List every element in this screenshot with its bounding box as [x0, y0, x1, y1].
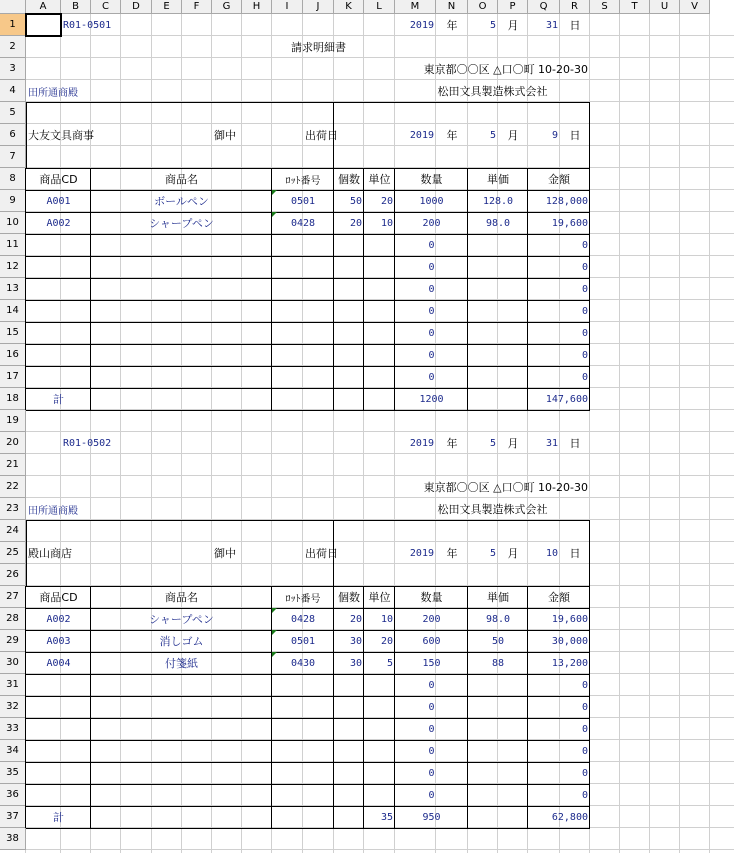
column-header[interactable]: F — [182, 0, 212, 14]
company-name[interactable]: 松田文具製造株式会社 — [437, 503, 548, 516]
quantity-cell[interactable]: 200 — [422, 613, 441, 625]
product-name[interactable] — [91, 674, 272, 696]
quantity-cell[interactable]: 1000 — [419, 195, 444, 207]
row-header[interactable]: 12 — [0, 256, 26, 278]
product-code[interactable] — [26, 234, 91, 256]
table-header[interactable]: 商品名 — [165, 173, 198, 186]
row-header[interactable]: 31 — [0, 674, 26, 696]
amount-cell[interactable]: 19,600 — [551, 217, 588, 229]
border-line — [26, 828, 590, 829]
lot-number[interactable]: 0430 — [290, 657, 316, 669]
count-cell[interactable] — [334, 696, 364, 718]
price-cell[interactable] — [468, 674, 528, 696]
product-name[interactable]: シャープペン — [149, 613, 214, 626]
table-header[interactable]: ﾛｯﾄ番号 — [285, 593, 321, 605]
unit-cell[interactable] — [364, 256, 395, 278]
ship-year-label[interactable]: 年 — [446, 129, 458, 142]
count-cell[interactable] — [334, 322, 364, 344]
table-header[interactable]: 個数 — [338, 591, 360, 604]
customer-name[interactable]: 殿山商店 — [28, 547, 72, 560]
row-header[interactable]: 17 — [0, 366, 26, 388]
unit-cell[interactable]: 20 — [380, 195, 393, 207]
product-code[interactable] — [26, 718, 91, 740]
table-header[interactable]: 数量 — [420, 591, 443, 604]
unit-cell[interactable] — [364, 278, 395, 300]
total-label[interactable]: 計 — [53, 393, 64, 406]
row-header[interactable]: 38 — [0, 828, 26, 850]
quantity-cell[interactable]: 200 — [422, 217, 441, 229]
lot-number[interactable] — [272, 344, 334, 366]
border-line — [26, 520, 590, 521]
quantity-cell[interactable]: 0 — [428, 745, 435, 757]
gridline-vertical — [709, 14, 710, 853]
price-cell[interactable] — [468, 762, 528, 784]
product-name[interactable] — [91, 234, 272, 256]
invoice-year[interactable]: 2019 — [409, 19, 434, 31]
product-code[interactable] — [26, 278, 91, 300]
invoice-code[interactable]: R01-0501 — [63, 19, 112, 31]
unit-cell[interactable] — [364, 674, 395, 696]
quantity-cell[interactable]: 0 — [428, 371, 435, 383]
amount-cell[interactable]: 0 — [581, 767, 588, 779]
lot-error-indicator — [272, 212, 277, 217]
row-header[interactable]: 25 — [0, 542, 26, 564]
year-label[interactable]: 年 — [446, 437, 458, 450]
row-header[interactable]: 34 — [0, 740, 26, 762]
month-label[interactable]: 月 — [507, 19, 519, 32]
amount-cell[interactable]: 128,000 — [545, 195, 588, 207]
ship-date-label[interactable]: 出荷日 — [305, 547, 338, 560]
row-header[interactable]: 19 — [0, 410, 26, 432]
ship-day-label[interactable]: 日 — [569, 547, 581, 560]
ship-day-label[interactable]: 日 — [569, 129, 581, 142]
row-header[interactable]: 29 — [0, 630, 26, 652]
row-header[interactable]: 21 — [0, 454, 26, 476]
unit-cell[interactable] — [364, 784, 395, 806]
product-code[interactable] — [26, 674, 91, 696]
gridline-vertical — [649, 14, 650, 853]
quantity-cell[interactable]: 0 — [428, 327, 435, 339]
count-cell[interactable] — [334, 762, 364, 784]
product-name[interactable] — [91, 718, 272, 740]
count-cell[interactable] — [334, 740, 364, 762]
row-header[interactable]: 2 — [0, 36, 26, 58]
company-address[interactable]: 東京都〇〇区 △口〇町 10-20-30 — [423, 63, 588, 76]
border-line — [26, 806, 590, 807]
product-name[interactable] — [91, 256, 272, 278]
price-cell[interactable] — [468, 300, 528, 322]
amount-cell[interactable]: 0 — [581, 239, 588, 251]
row-header[interactable]: 33 — [0, 718, 26, 740]
price-cell[interactable]: 98.0 — [485, 217, 511, 229]
border-line — [26, 102, 590, 103]
row-header[interactable]: 3 — [0, 58, 26, 80]
product-code[interactable]: A003 — [46, 635, 71, 647]
amount-cell[interactable]: 0 — [581, 305, 588, 317]
column-header[interactable]: U — [650, 0, 680, 14]
unit-cell[interactable] — [364, 718, 395, 740]
row-header[interactable]: 23 — [0, 498, 26, 520]
product-code[interactable] — [26, 696, 91, 718]
lot-number[interactable]: 0428 — [290, 217, 316, 229]
quantity-cell[interactable]: 0 — [428, 789, 435, 801]
row-header[interactable]: 16 — [0, 344, 26, 366]
product-name[interactable]: 付箋紙 — [165, 657, 198, 670]
product-code[interactable] — [26, 366, 91, 388]
price-cell[interactable] — [468, 344, 528, 366]
unit-cell[interactable]: 10 — [380, 217, 393, 229]
row-header[interactable]: 5 — [0, 102, 26, 124]
quantity-cell[interactable]: 0 — [428, 239, 435, 251]
row-header[interactable]: 37 — [0, 806, 26, 828]
ship-month-label[interactable]: 月 — [507, 547, 519, 560]
lot-number[interactable]: 0501 — [290, 635, 316, 647]
count-cell[interactable] — [334, 718, 364, 740]
count-cell[interactable]: 50 — [349, 195, 362, 207]
invoice-day[interactable]: 31 — [545, 437, 558, 449]
price-cell[interactable] — [468, 256, 528, 278]
price-cell[interactable]: 98.0 — [485, 613, 511, 625]
count-cell[interactable]: 30 — [349, 657, 362, 669]
ship-month[interactable]: 5 — [489, 547, 496, 559]
gridline-vertical — [619, 14, 620, 853]
price-cell[interactable] — [468, 278, 528, 300]
onchu-label[interactable]: 御中 — [214, 547, 236, 560]
ship-year[interactable]: 2019 — [409, 129, 434, 141]
column-header[interactable]: M — [395, 0, 436, 14]
column-header[interactable]: G — [212, 0, 242, 14]
product-name[interactable] — [91, 344, 272, 366]
active-cell-selection[interactable] — [25, 13, 62, 37]
product-name[interactable] — [91, 740, 272, 762]
column-header[interactable]: D — [121, 0, 152, 14]
table-header[interactable]: 個数 — [338, 173, 360, 186]
column-header[interactable]: R — [560, 0, 590, 14]
product-code[interactable]: A002 — [46, 217, 71, 229]
column-header[interactable]: J — [303, 0, 334, 14]
gridline-horizontal — [26, 849, 734, 850]
select-all-corner[interactable] — [0, 0, 26, 14]
table-header[interactable]: 金額 — [548, 591, 570, 604]
unit-cell[interactable] — [364, 344, 395, 366]
ship-date-label[interactable]: 出荷日 — [305, 129, 338, 142]
row-header[interactable]: 36 — [0, 784, 26, 806]
day-label[interactable]: 日 — [569, 19, 581, 32]
unit-cell[interactable] — [364, 696, 395, 718]
amount-cell[interactable]: 0 — [581, 283, 588, 295]
column-header[interactable]: Q — [528, 0, 560, 14]
invoice-month[interactable]: 5 — [489, 19, 496, 31]
quantity-cell[interactable]: 0 — [428, 679, 435, 691]
product-name[interactable] — [91, 322, 272, 344]
table-header[interactable]: 商品名 — [165, 591, 198, 604]
day-label[interactable]: 日 — [569, 437, 581, 450]
row-header[interactable]: 32 — [0, 696, 26, 718]
amount-cell[interactable]: 0 — [581, 679, 588, 691]
count-cell[interactable]: 30 — [349, 635, 362, 647]
onchu-label[interactable]: 御中 — [214, 129, 236, 142]
product-code[interactable] — [26, 740, 91, 762]
document-title[interactable]: 請求明細書 — [291, 41, 346, 54]
product-name[interactable] — [91, 300, 272, 322]
total-amount[interactable]: 62,800 — [551, 811, 588, 823]
unit-cell[interactable] — [364, 740, 395, 762]
border-line — [26, 410, 590, 411]
price-cell[interactable] — [468, 784, 528, 806]
amount-cell[interactable]: 0 — [581, 371, 588, 383]
lot-error-indicator — [272, 190, 277, 195]
lot-number[interactable] — [272, 300, 334, 322]
quantity-cell[interactable]: 600 — [422, 635, 441, 647]
product-name[interactable] — [91, 696, 272, 718]
quantity-cell[interactable]: 0 — [428, 261, 435, 273]
table-header[interactable]: 単位 — [368, 173, 391, 186]
column-header[interactable]: P — [498, 0, 528, 14]
product-code[interactable]: A001 — [46, 195, 71, 207]
count-cell[interactable] — [334, 278, 364, 300]
count-cell[interactable] — [334, 784, 364, 806]
row-header[interactable]: 24 — [0, 520, 26, 542]
ship-year[interactable]: 2019 — [409, 547, 434, 559]
lot-number[interactable] — [272, 740, 334, 762]
border-line — [26, 388, 590, 389]
gridline-vertical — [679, 14, 680, 853]
price-cell[interactable] — [468, 696, 528, 718]
product-name[interactable]: ボールペン — [154, 195, 209, 208]
total-label[interactable]: 計 — [53, 811, 64, 824]
product-name[interactable] — [91, 784, 272, 806]
amount-cell[interactable]: 0 — [581, 745, 588, 757]
count-cell[interactable]: 20 — [349, 217, 362, 229]
ship-month-label[interactable]: 月 — [507, 129, 519, 142]
price-cell[interactable]: 128.0 — [482, 195, 514, 207]
count-cell[interactable] — [334, 674, 364, 696]
column-header[interactable]: K — [334, 0, 364, 14]
column-header[interactable]: H — [242, 0, 272, 14]
row-header[interactable]: 6 — [0, 124, 26, 146]
price-cell[interactable]: 88 — [491, 657, 505, 669]
table-header[interactable]: 商品CD — [39, 173, 78, 186]
product-code[interactable]: A004 — [46, 657, 71, 669]
table-header[interactable]: ﾛｯﾄ番号 — [285, 175, 321, 187]
product-name[interactable] — [91, 762, 272, 784]
table-header[interactable]: 単価 — [487, 173, 509, 186]
quantity-cell[interactable]: 0 — [428, 283, 435, 295]
total-quantity[interactable]: 1200 — [419, 393, 444, 405]
row-header[interactable]: 27 — [0, 586, 26, 608]
unit-cell[interactable]: 20 — [380, 635, 393, 647]
column-header[interactable]: C — [91, 0, 121, 14]
lot-number[interactable] — [272, 696, 334, 718]
price-cell[interactable] — [468, 234, 528, 256]
row-header[interactable]: 28 — [0, 608, 26, 630]
column-header[interactable]: L — [364, 0, 395, 14]
column-header[interactable]: B — [61, 0, 91, 14]
row-header[interactable]: 9 — [0, 190, 26, 212]
row-header[interactable]: 18 — [0, 388, 26, 410]
lot-number[interactable]: 0428 — [290, 613, 316, 625]
invoice-year[interactable]: 2019 — [409, 437, 434, 449]
count-cell[interactable] — [334, 300, 364, 322]
amount-cell[interactable]: 0 — [581, 701, 588, 713]
amount-cell[interactable]: 0 — [581, 261, 588, 273]
total-unit[interactable] — [364, 388, 395, 410]
product-name[interactable]: シャープペン — [149, 217, 214, 230]
lot-number[interactable] — [272, 674, 334, 696]
amount-cell[interactable]: 0 — [581, 327, 588, 339]
lot-error-indicator — [272, 608, 277, 613]
table-header[interactable]: 数量 — [420, 173, 443, 186]
amount-cell[interactable]: 19,600 — [551, 613, 588, 625]
lot-number[interactable] — [272, 322, 334, 344]
quantity-cell[interactable]: 0 — [428, 305, 435, 317]
lot-number[interactable] — [272, 234, 334, 256]
price-cell[interactable] — [468, 366, 528, 388]
product-name[interactable] — [91, 278, 272, 300]
lot-number[interactable] — [272, 256, 334, 278]
company-name[interactable]: 松田文具製造株式会社 — [437, 85, 548, 98]
lot-error-indicator — [272, 652, 277, 657]
price-cell[interactable]: 50 — [491, 635, 505, 647]
amount-cell[interactable]: 30,000 — [551, 635, 588, 647]
total-unit[interactable]: 35 — [380, 811, 393, 823]
price-cell[interactable] — [468, 718, 528, 740]
price-cell[interactable] — [468, 740, 528, 762]
ship-year-label[interactable]: 年 — [446, 547, 458, 560]
unit-cell[interactable] — [364, 234, 395, 256]
amount-cell[interactable]: 13,200 — [551, 657, 588, 669]
product-code[interactable] — [26, 784, 91, 806]
ship-day[interactable]: 9 — [551, 129, 558, 141]
unit-cell[interactable]: 10 — [380, 613, 393, 625]
invoice-day[interactable]: 31 — [545, 19, 558, 31]
ship-day[interactable]: 10 — [545, 547, 558, 559]
year-label[interactable]: 年 — [446, 19, 458, 32]
invoice-month[interactable]: 5 — [489, 437, 496, 449]
total-quantity[interactable]: 950 — [422, 811, 441, 823]
quantity-cell[interactable]: 0 — [428, 767, 435, 779]
row-header[interactable]: 8 — [0, 168, 26, 190]
count-cell[interactable] — [334, 256, 364, 278]
column-header[interactable]: E — [152, 0, 182, 14]
row-header[interactable]: 10 — [0, 212, 26, 234]
unit-cell[interactable] — [364, 366, 395, 388]
recipient-label[interactable]: 田所通商殿 — [28, 505, 78, 517]
lot-number[interactable] — [272, 366, 334, 388]
row-header[interactable]: 11 — [0, 234, 26, 256]
column-header[interactable]: N — [436, 0, 468, 14]
table-header[interactable]: 単位 — [368, 591, 391, 604]
column-header[interactable]: I — [272, 0, 303, 14]
quantity-cell[interactable]: 0 — [428, 349, 435, 361]
row-header[interactable]: 30 — [0, 652, 26, 674]
product-code[interactable] — [26, 256, 91, 278]
column-header[interactable]: T — [620, 0, 650, 14]
product-code[interactable] — [26, 322, 91, 344]
month-label[interactable]: 月 — [507, 437, 519, 450]
column-header[interactable]: S — [590, 0, 620, 14]
table-header[interactable]: 単価 — [487, 591, 509, 604]
lot-number[interactable] — [272, 278, 334, 300]
table-header[interactable]: 金額 — [548, 173, 570, 186]
ship-month[interactable]: 5 — [489, 129, 496, 141]
quantity-cell[interactable]: 0 — [428, 723, 435, 735]
row-header[interactable]: 20 — [0, 432, 26, 454]
product-code[interactable]: A002 — [46, 613, 71, 625]
unit-cell[interactable] — [364, 322, 395, 344]
company-address[interactable]: 東京都〇〇区 △口〇町 10-20-30 — [423, 481, 588, 494]
unit-cell[interactable]: 5 — [386, 657, 393, 669]
product-name[interactable]: 消しゴム — [159, 635, 204, 648]
lot-error-indicator — [272, 630, 277, 635]
row-header[interactable]: 22 — [0, 476, 26, 498]
count-cell[interactable] — [334, 344, 364, 366]
total-amount[interactable]: 147,600 — [545, 393, 588, 405]
column-header[interactable]: V — [680, 0, 710, 14]
column-header[interactable]: A — [26, 0, 61, 14]
column-header[interactable]: O — [468, 0, 498, 14]
count-cell[interactable]: 20 — [349, 613, 362, 625]
amount-cell[interactable]: 0 — [581, 349, 588, 361]
lot-number[interactable] — [272, 762, 334, 784]
price-cell[interactable] — [468, 322, 528, 344]
row-header[interactable]: 13 — [0, 278, 26, 300]
row-header[interactable]: 7 — [0, 146, 26, 168]
lot-number[interactable]: 0501 — [290, 195, 316, 207]
row-header[interactable]: 4 — [0, 80, 26, 102]
unit-cell[interactable] — [364, 762, 395, 784]
row-header[interactable]: 1 — [0, 14, 26, 36]
amount-cell[interactable]: 0 — [581, 723, 588, 735]
unit-cell[interactable] — [364, 300, 395, 322]
row-header[interactable]: 26 — [0, 564, 26, 586]
row-header[interactable]: 14 — [0, 300, 26, 322]
count-cell[interactable] — [334, 234, 364, 256]
table-header[interactable]: 商品CD — [39, 591, 78, 604]
amount-cell[interactable]: 0 — [581, 789, 588, 801]
quantity-cell[interactable]: 0 — [428, 701, 435, 713]
customer-name[interactable]: 大友文具商事 — [28, 129, 94, 142]
lot-number[interactable] — [272, 718, 334, 740]
product-code[interactable] — [26, 762, 91, 784]
product-code[interactable] — [26, 300, 91, 322]
quantity-cell[interactable]: 150 — [422, 657, 441, 669]
lot-number[interactable] — [272, 784, 334, 806]
count-cell[interactable] — [334, 366, 364, 388]
row-header[interactable]: 15 — [0, 322, 26, 344]
recipient-label[interactable]: 田所通商殿 — [28, 87, 78, 99]
invoice-code[interactable]: R01-0502 — [63, 437, 112, 449]
row-header[interactable]: 35 — [0, 762, 26, 784]
product-name[interactable] — [91, 366, 272, 388]
product-code[interactable] — [26, 344, 91, 366]
